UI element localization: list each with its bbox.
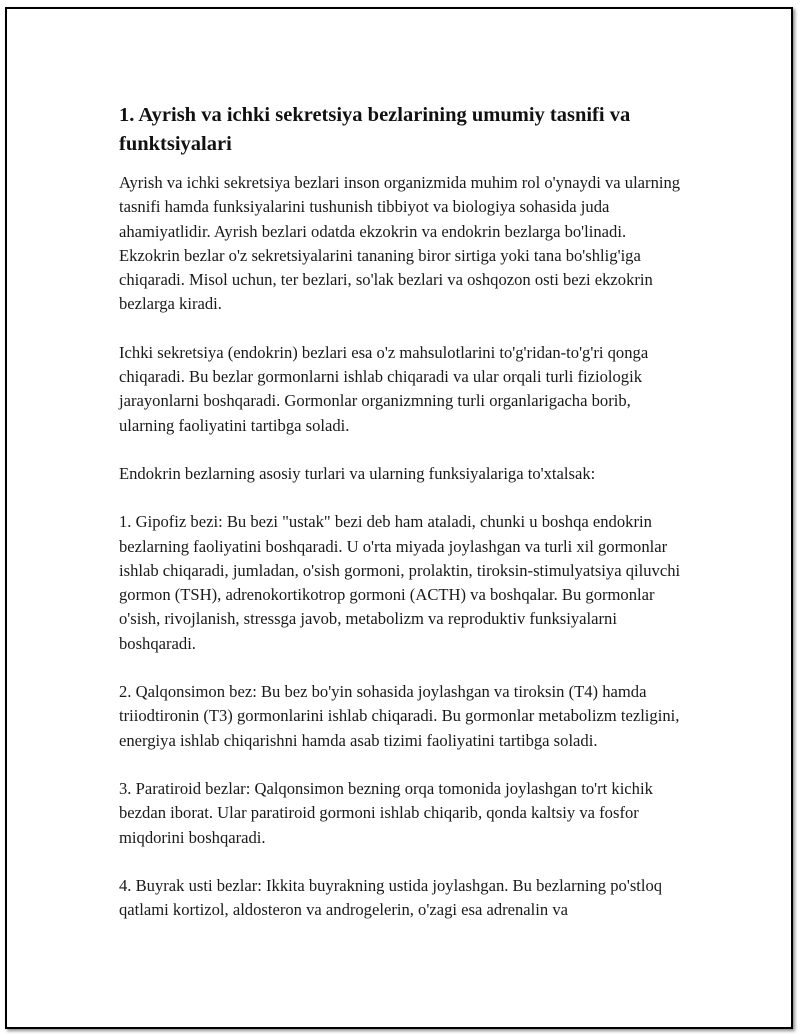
paragraph-intro: Ayrish va ichki sekretsiya bezlari inson organizmida muhim rol o'ynaydi va ularning tasnifi hamda funksiyalarini tushunish tibbiyot va biologiya sohasida juda ahamiyatlidir. Ayrish bezlari odatda ekzokrin va endokrin bezlarga bo'linadi. Ekzokrin bezlar o'z sekretsiyalarini tananing biror sirtiga yoki tana bo'shlig'iga chiqaradi. Misol uchun, ter bezlari, so'lak bezlari va oshqozon osti bezi ekzokrin bezlarga kiradi.	[119, 173, 681, 314]
document-page	[5, 7, 793, 1029]
paragraph-pituitary: 1. Gipofiz bezi: Bu bezi "ustak" bezi deb ham ataladi, chunki u boshqa endokrin bezlarning faoliyatini boshqaradi. U o'rta miyada joylashgan va turli xil gormonlar ishlab chiqaradi, jumladan, o'sish gormoni, prolaktin, tiroksin-stimulyatsiya qiluvchi gormon (TSH), adrenokortikotrop gormoni (ACTH) va boshqalar. Bu gormonlar o'sish, rivojlanish, stressga javob, metabolizm va reproduktiv funksiyalarni boshqaradi.	[119, 512, 681, 653]
paragraph-endocrine: Ichki sekretsiya (endokrin) bezlari esa o'z mahsulotlarini to'g'ridan-to'g'ri qonga chiqaradi. Bu bezlar gormonlarni ishlab chiqaradi va ular orqali turli fiziologik jarayonlarni boshqaradi. Gormonlar organizmning turli organlarigacha borib, ularning faoliyatini tartibga soladi.	[119, 342, 649, 435]
paragraph-types-intro: Endokrin bezlarning asosiy turlari va ularning funksiyalariga to'xtalsak:	[119, 463, 596, 483]
paragraph-thyroid: 2. Qalqonsimon bez: Bu bez bo'yin sohasida joylashgan va tiroksin (T4) hamda triiodtironin (T3) gormonlarini ishlab chiqaradi. Bu gormonlar metabolizm tezligini, energiya ishlab chiqarishni hamda asab tizimi faoliyatini tartibga soladi.	[119, 682, 680, 750]
paragraph-adrenal: 4. Buyrak usti bezlar: Ikkita buyrakning ustida joylashgan. Bu bezlarning po'stloq qatlami kortizol, aldosteron va androgelerin, o'zagi esa adrenalin va	[119, 875, 663, 920]
document-body	[119, 101, 689, 946]
paragraph-parathyroid: 3. Paratiroid bezlar: Qalqonsimon bezning orqa tomonida joylashgan to'rt kichik bezdan iborat. Ular paratiroid gormoni ishlab chiqarib, qonda kaltsiy va fosfor miqdorini boshqaradi.	[119, 778, 653, 847]
section-heading: 1. Ayrish va ichki sekretsiya bezlarining umumiy tasnifi va funktsiyalari	[119, 104, 631, 155]
